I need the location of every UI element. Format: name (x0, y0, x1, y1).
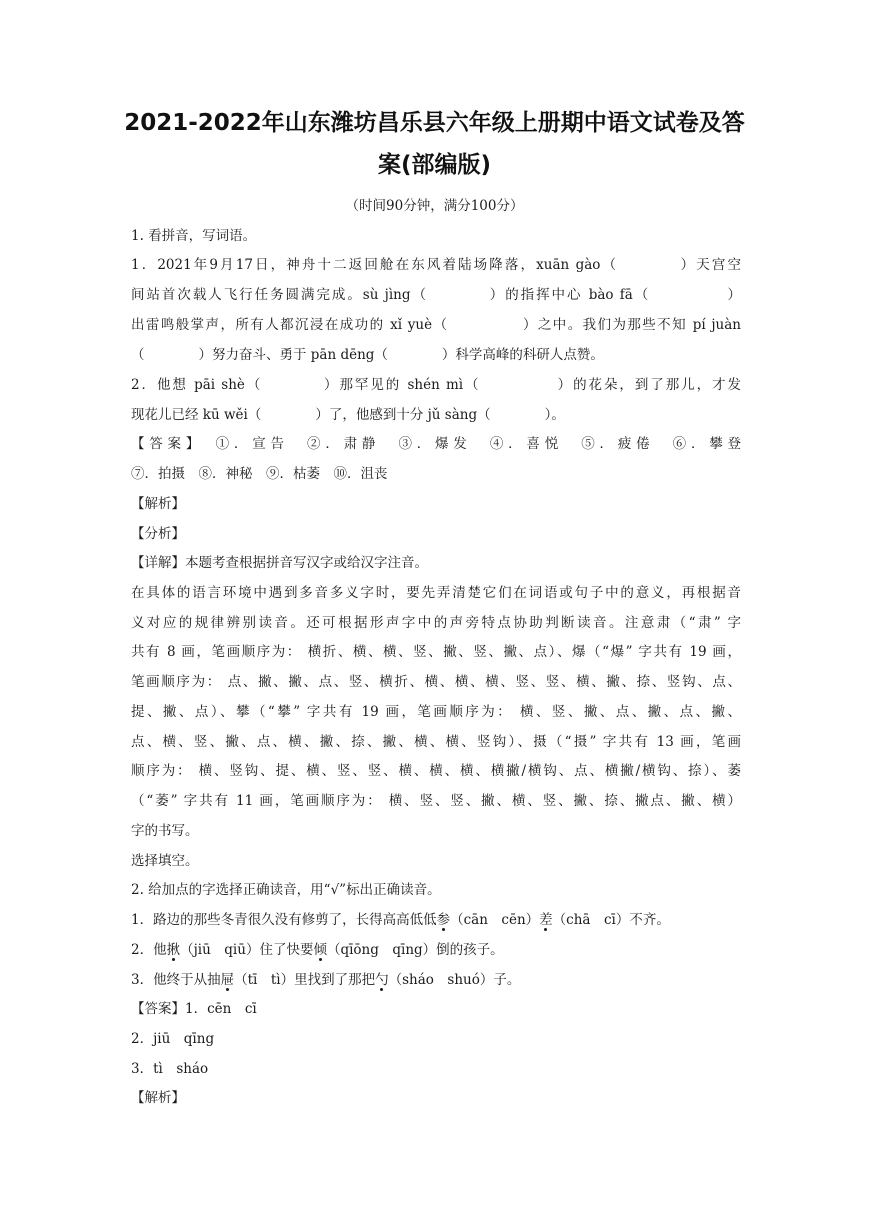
q1-line-3: 出雷鸣般掌声，所有人都沉浸在成功的 xǐ yuè（ ）之中。我们为那些不知 pí juàn (131, 317, 741, 333)
q1-para-line-8: （“萎” 字共有 11 画，笔画顺序为： 横、竖、竖、撇、横、竖、撇、捺、撇点、撇、横） (131, 793, 741, 809)
q1-jiexi: 【解析】 (131, 496, 185, 512)
q1-para-line-2: 义对应的规律辨别读音。还可根据形声字中的声旁特点协助判断读音。注意肃（“肃” 字 (131, 615, 741, 631)
q1-para-line-5: 提、撇、点）、攀（“攀” 字共有 19 画，笔画顺序为： 横、竖、撇、点、撇、点、撇、 (131, 704, 741, 720)
q2-item-2-text-b: （jiū qiū）住了快要 (180, 942, 314, 958)
doc-title-line-1: 2021-2022年山东潍坊昌乐县六年级上册期中语文试卷及答 (124, 110, 745, 136)
q1-line-6: 现花儿已经 kū wěi（ ）了，他感到十分 jǔ sàng（ ）。 (131, 407, 565, 423)
q1-line-1: 1．2021年9月17日，神舟十二返回舱在东风着陆场降落，xuān gào（ ）天宫空 (131, 257, 741, 273)
q2-item-1-text-a: 1．路边的那些冬青很久没有修剪了，长得高高低低 (131, 912, 437, 928)
q1-answer-line-1: 【答案】 ①．宣告 ②．肃静 ③．爆发 ④．喜悦 ⑤．疲倦 ⑥．攀登 (131, 436, 741, 452)
q1-para-line-6: 点、横、竖、撇、点、横、撇、捺、撇、横、横、竖钩）、摄（“摄” 字共有 13 画，笔画 (131, 734, 741, 750)
q1-answer-line-2: ⑦．拍摄 ⑧．神秘 ⑨．枯萎 ⑩．沮丧 (131, 466, 388, 482)
q2-answer-3: 3．tì sháo (131, 1061, 209, 1077)
q2-item-2-text-a: 2．他 (131, 942, 167, 958)
q1-line-5: 2．他想 pāi shè（ ）那罕见的 shén mì（ ）的花朵，到了那儿，才发 (131, 377, 741, 393)
q1-heading: 1. 看拼音，写词语。 (131, 228, 257, 244)
q2-item-1-text-b: （cān cēn） (450, 912, 540, 928)
q1-para-line-3: 共有 8 画，笔画顺序为： 横折、横、横、竖、撇、竖、撇、点）、爆（“爆” 字共有 19 画， (131, 644, 741, 660)
q1-line-2: 间站首次载人飞行任务圆满完成。sù jìng（ ）的指挥中心 bào fā（ ） (131, 287, 741, 303)
q2-item-3-text-a: 3．他终于从抽 (131, 972, 221, 988)
q2-item-2-dotted-char-1: 揪 (166, 942, 181, 958)
q1-para-line-4: 笔画顺序为： 点、撇、撇、点、竖、横折、横、横、横、竖、竖、横、撇、捺、竖钩、点、 (131, 674, 741, 690)
q2-jiexi: 【解析】 (131, 1090, 185, 1106)
q2-item-1-dotted-char-1: 参 (436, 912, 451, 928)
q2-item-2-dotted-char-2: 倾 (313, 942, 327, 958)
q2-item-1-dotted-char-2: 差 (539, 912, 553, 928)
q2-item-3-text-b: （tī tì）里找到了那把 (234, 972, 376, 988)
q2-heading: 2. 给加点的字选择正确读音，用“√”标出正确读音。 (131, 882, 441, 898)
q2-item-2 (131, 940, 741, 960)
q2-section-label: 选择填空。 (131, 853, 199, 869)
q2-item-3-dotted-char-1: 屉 (220, 972, 235, 988)
doc-subtitle: （时间90分钟，满分100分） (345, 198, 524, 214)
q1-fenxi: 【分析】 (131, 526, 185, 542)
q2-item-3-text-c: （sháo shuó）子。 (388, 972, 521, 988)
q1-line-4: （ ）努力奋斗、勇于 pān dēng（ ）科学高峰的科研人点赞。 (131, 347, 604, 363)
q2-item-2-text-c: （qīōng qīng）倒的孩子。 (326, 942, 504, 958)
q1-para-end: 字的书写。 (131, 823, 199, 839)
q1-detail: 【详解】本题考查根据拼音写汉字或给汉字注音。 (131, 555, 428, 571)
q2-answer-2: 2．jiū qīng (131, 1031, 215, 1047)
q2-item-3 (131, 970, 741, 990)
doc-title-line-2: 案(部编版) (377, 152, 492, 178)
q2-item-1-text-c: （chā cī）不齐。 (552, 912, 670, 928)
q2-item-1 (131, 910, 741, 930)
q1-para-line-1: 在具体的语言环境中遇到多音多义字时，要先弄清楚它们在词语或句子中的意义，再根据音 (131, 585, 741, 601)
q2-answer: 【答案】1．cēn cī (131, 1001, 257, 1017)
q1-para-line-7: 顺序为： 横、竖钩、提、横、竖、竖、横、横、横、横撇/横钩、点、横撇/横钩、捺）、萎 (131, 763, 741, 779)
q2-item-3-dotted-char-2: 勺 (375, 972, 389, 988)
